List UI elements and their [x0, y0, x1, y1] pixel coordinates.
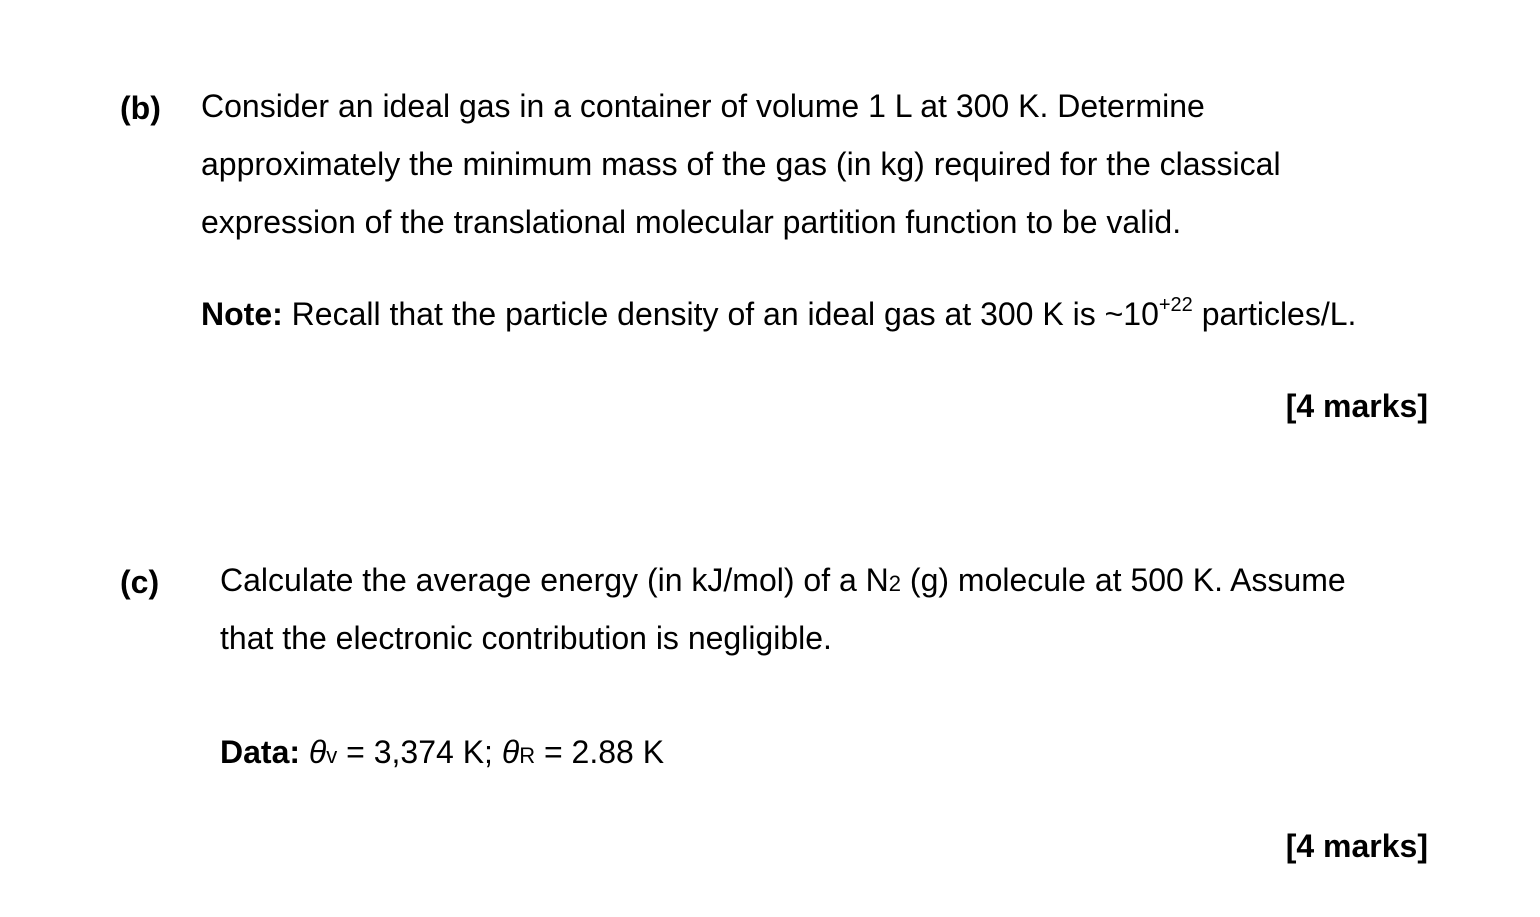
theta-r-subscript: R — [519, 743, 536, 768]
theta-r-value: = 2.88 K — [543, 734, 665, 770]
part-b-note-text: Recall that the particle density of an ideal gas at 300 K is ~10 — [291, 296, 1159, 332]
part-c-line-1 — [220, 564, 1346, 596]
part-b-line-1: Consider an ideal gas in a container of volume 1 L at 300 K. Determine — [201, 88, 1205, 124]
theta-r-symbol: θ — [501, 734, 520, 770]
theta-v-symbol: θ — [308, 734, 327, 770]
theta-v-value: = 3,374 K; — [346, 734, 493, 770]
part-c-line-1-b: (g) molecule at 500 K. Assume — [909, 562, 1346, 598]
part-b-note-label: Note: — [201, 296, 283, 332]
part-c-label: (c) — [120, 564, 160, 600]
theta-v-subscript: v — [326, 743, 338, 768]
part-b-marks: [4 marks] — [1285, 388, 1428, 424]
part-c-marks: [4 marks] — [1285, 828, 1428, 864]
part-b-label: (b) — [120, 90, 161, 126]
part-c-data-label: Data: — [220, 734, 301, 770]
part-b-line-2: approximately the minimum mass of the gas (in kg) required for the classical — [201, 146, 1281, 182]
part-b-note-exponent: +22 — [1158, 294, 1193, 316]
part-c-line-2: that the electronic contribution is negligible. — [220, 620, 832, 656]
part-b-note — [201, 294, 1357, 332]
part-c-line-1-subscript: 2 — [888, 571, 902, 596]
part-b-line-3: expression of the translational molecular partition function to be valid. — [201, 204, 1182, 240]
part-c-line-1-a: Calculate the average energy (in kJ/mol) of a N — [220, 562, 889, 598]
part-c-data — [220, 736, 664, 768]
part-b-note-tail: particles/L. — [1201, 296, 1357, 332]
